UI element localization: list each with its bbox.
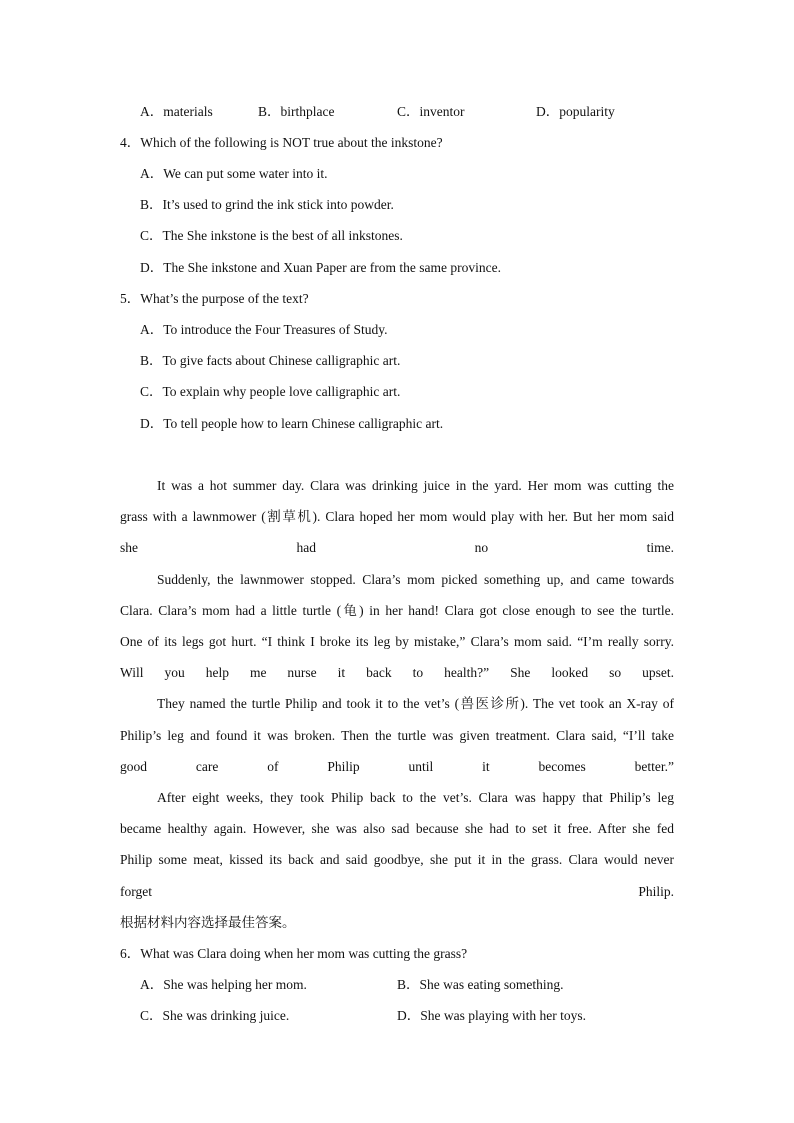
passage-p2-line1 (157, 571, 674, 589)
q4-option-a: A．We can put some water into it. (140, 166, 328, 181)
passage-text: became healthy again. However, she was also sad because she had to set it free. After she fed (120, 821, 674, 836)
passage-p4-line2 (120, 820, 674, 838)
passage-p2-line4 (120, 664, 674, 682)
passage-p2-line3 (120, 633, 674, 651)
passage-p4-line3 (120, 851, 674, 869)
passage-p1-line2 (120, 508, 674, 526)
passage-text: grass with a lawnmower (割草机). Clara hoped her mom would play with her. But her mom said (120, 509, 674, 524)
q3-option-c: C．inventor (397, 104, 465, 119)
passage-p1-line1 (157, 477, 674, 495)
q4-option-c: C．The She inkstone is the best of all inkstones. (140, 228, 403, 243)
passage-text: Suddenly, the lawnmower stopped. Clara’s mom picked something up, and came towards (157, 572, 674, 587)
passage-text: she had no time. (120, 540, 674, 555)
passage-p4-line1 (157, 789, 674, 807)
passage-text: Clara. Clara’s mom had a little turtle (龟) in her hand! Clara got close enough to see the turtle. (120, 603, 674, 618)
q3-option-a: A．materials (140, 104, 213, 119)
passage-p4-line4 (120, 883, 674, 901)
q6-stem: 6．What was Clara doing when her mom was cutting the grass? (120, 946, 468, 961)
q3-option-b: B．birthplace (258, 104, 335, 119)
passage-p3-line2 (120, 727, 674, 745)
passage-text: Philip’s leg and found it was broken. Then the turtle was given treatment. Clara said, “I’ll take (120, 728, 674, 743)
q5-option-a: A．To introduce the Four Treasures of Study. (140, 322, 388, 337)
passage-text: One of its legs got hurt. “I think I broke its leg by mistake,” Clara’s mom said. “I’m really sorry. (120, 634, 674, 649)
instruction-text: 根据材料内容选择最佳答案。 (120, 915, 296, 930)
q4-option-d: D．The She inkstone and Xuan Paper are from the same province. (140, 260, 502, 275)
q4-stem: 4．Which of the following is NOT true about the inkstone? (120, 135, 443, 150)
passage-text: good care of Philip until it becomes better.” (120, 759, 674, 774)
q5-stem: 5．What’s the purpose of the text? (120, 291, 309, 306)
passage-p1-line3 (120, 539, 674, 557)
passage-p2-line2 (120, 602, 674, 620)
passage-p3-line1 (157, 695, 674, 713)
passage-p3-line3 (120, 758, 674, 776)
q6-option-b: B．She was eating something. (397, 977, 564, 992)
q6-option-d: D．She was playing with her toys. (397, 1008, 586, 1023)
passage-text: It was a hot summer day. Clara was drinking juice in the yard. Her mom was cutting the (157, 478, 674, 493)
q6-option-a: A．She was helping her mom. (140, 977, 307, 992)
passage-text: Will you help me nurse it back to health?” She looked so upset. (120, 665, 674, 680)
q5-option-c: C．To explain why people love calligraphic art. (140, 384, 401, 399)
passage-text: forget Philip. (120, 884, 674, 899)
q4-option-b: B．It’s used to grind the ink stick into powder. (140, 197, 394, 212)
passage-text: Philip some meat, kissed its back and said goodbye, she put it in the grass. Clara would never (120, 852, 674, 867)
passage-text: They named the turtle Philip and took it to the vet’s (兽医诊所). The vet took an X-ray of (157, 696, 674, 711)
q5-option-d: D．To tell people how to learn Chinese calligraphic art. (140, 416, 444, 431)
q6-option-c: C．She was drinking juice. (140, 1008, 290, 1023)
q3-option-d: D．popularity (536, 104, 615, 119)
q5-option-b: B．To give facts about Chinese calligraphic art. (140, 353, 401, 368)
passage-text: After eight weeks, they took Philip back to the vet’s. Clara was happy that Philip’s leg (157, 790, 674, 805)
